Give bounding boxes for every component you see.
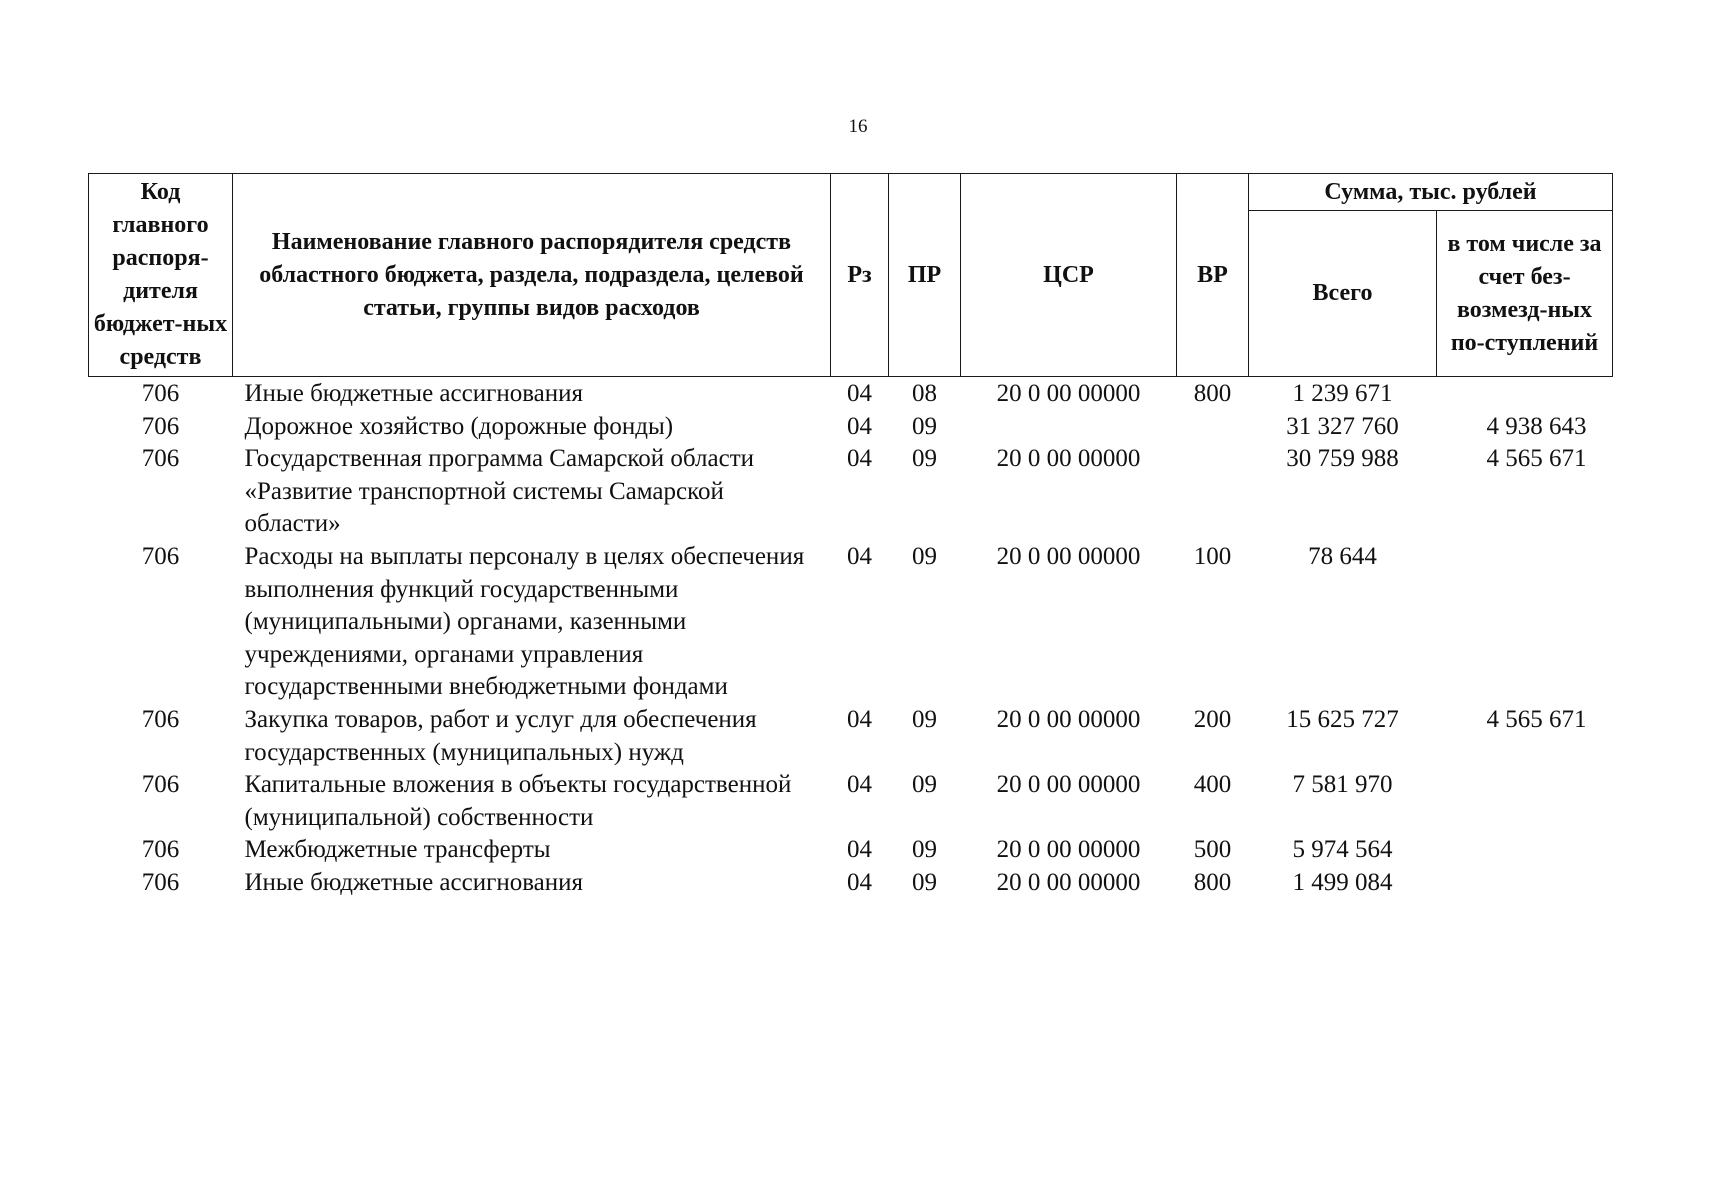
cell-rz: 04 — [847, 836, 872, 864]
cell-rz: 04 — [847, 380, 872, 407]
cell-total: 7 581 970 — [1292, 771, 1393, 799]
table-row — [89, 541, 1613, 704]
cell-name: Дорожное хозяйство (дорожные фонды) — [244, 412, 674, 440]
cell-csr: 20 0 00 00000 — [996, 705, 1141, 733]
cell-free — [1437, 769, 1613, 834]
table-header — [89, 174, 1613, 377]
cell-name: Межбюджетные трансферты — [244, 836, 551, 864]
cell-pr: 09 — [912, 445, 937, 473]
cell-code: 706 — [141, 705, 180, 733]
header-total: Всего — [1249, 211, 1437, 377]
header-name-label: Наименование главного распорядителя средств областного бюджета, раздела, подраздела, целевой статьи, группы видов расходов — [259, 228, 804, 321]
cell-free — [1437, 377, 1613, 411]
table-body — [89, 377, 1613, 900]
cell-total: 15 625 727 — [1286, 705, 1399, 733]
header-free-label: в том числе за счет без-возмезд-ных по-ступлений — [1447, 230, 1602, 356]
table-row — [89, 411, 1613, 444]
cell-free — [1437, 867, 1613, 900]
budget-table — [88, 173, 1613, 900]
cell-csr — [961, 411, 1177, 444]
header-code — [89, 174, 233, 377]
cell-pr: 09 — [912, 705, 937, 733]
cell-rz: 04 — [847, 412, 872, 440]
cell-code: 706 — [141, 542, 180, 570]
page-number: 16 — [848, 116, 868, 137]
cell-pr: 09 — [912, 412, 937, 440]
cell-rz: 04 — [847, 445, 872, 473]
cell-total: 78 644 — [1308, 542, 1377, 570]
cell-csr: 20 0 00 00000 — [996, 380, 1141, 407]
cell-code: 706 — [141, 380, 180, 407]
cell-rz: 04 — [847, 542, 872, 570]
cell-total: 1 239 671 — [1292, 380, 1393, 407]
header-csr: ЦСР — [961, 174, 1177, 377]
cell-vr: 400 — [1193, 771, 1232, 799]
cell-pr: 09 — [912, 868, 937, 896]
header-pr: ПР — [889, 174, 961, 377]
cell-csr: 20 0 00 00000 — [996, 542, 1141, 570]
cell-free: 4 565 671 — [1486, 705, 1587, 733]
cell-total: 31 327 760 — [1286, 412, 1399, 440]
header-vr: ВР — [1177, 174, 1249, 377]
cell-rz: 04 — [847, 705, 872, 733]
cell-free — [1437, 541, 1613, 704]
header-free — [1437, 211, 1613, 377]
cell-name: Закупка товаров, работ и услуг для обеспечения государственных (муниципальных) нужд — [244, 705, 757, 766]
cell-code: 706 — [141, 868, 180, 896]
table-row — [89, 867, 1613, 900]
cell-pr: 09 — [912, 771, 937, 799]
cell-vr: 100 — [1193, 542, 1232, 570]
cell-pr: 09 — [912, 542, 937, 570]
cell-vr — [1177, 411, 1249, 444]
table-row — [89, 443, 1613, 541]
cell-rz: 04 — [847, 771, 872, 799]
cell-pr: 08 — [912, 380, 937, 407]
cell-csr: 20 0 00 00000 — [996, 445, 1141, 473]
cell-rz: 04 — [847, 868, 872, 896]
cell-csr: 20 0 00 00000 — [996, 771, 1141, 799]
cell-name: Государственная программа Самарской области «Развитие транспортной системы Самарской области» — [244, 445, 754, 538]
cell-vr: 200 — [1193, 705, 1232, 733]
header-sum-group: Сумма, тыс. рублей — [1249, 174, 1613, 211]
cell-vr — [1177, 443, 1249, 541]
cell-total: 1 499 084 — [1292, 868, 1393, 896]
cell-vr: 800 — [1193, 380, 1232, 407]
header-name — [233, 174, 831, 377]
cell-code: 706 — [141, 445, 180, 473]
header-code-label: Код главного распоря-дителя бюджет-ных средств — [93, 179, 228, 370]
table-row — [89, 834, 1613, 867]
cell-csr: 20 0 00 00000 — [996, 836, 1141, 864]
cell-csr: 20 0 00 00000 — [996, 868, 1141, 896]
table-row — [89, 769, 1613, 834]
table-row — [89, 704, 1613, 769]
cell-vr: 800 — [1193, 868, 1232, 896]
cell-free: 4 938 643 — [1486, 412, 1587, 440]
header-rz: Рз — [831, 174, 889, 377]
cell-name: Капитальные вложения в объекты государственной (муниципальной) собственности — [244, 771, 792, 831]
cell-total: 30 759 988 — [1286, 445, 1399, 473]
cell-code: 706 — [141, 836, 180, 864]
cell-name: Расходы на выплаты персоналу в целях обеспечения выполнения функций государственными (муниципальными) органами, казенными учреждениями, органами управления государственными внебюджетными фондами — [244, 542, 805, 701]
cell-free — [1437, 834, 1613, 867]
cell-name: Иные бюджетные ассигнования — [244, 380, 584, 407]
table-row — [89, 377, 1613, 411]
cell-free: 4 565 671 — [1486, 445, 1587, 473]
cell-code: 706 — [141, 771, 180, 799]
cell-code: 706 — [141, 412, 180, 440]
cell-vr: 500 — [1193, 836, 1232, 864]
cell-pr: 09 — [912, 836, 937, 864]
cell-total: 5 974 564 — [1292, 836, 1393, 864]
cell-name: Иные бюджетные ассигнования — [244, 868, 584, 896]
